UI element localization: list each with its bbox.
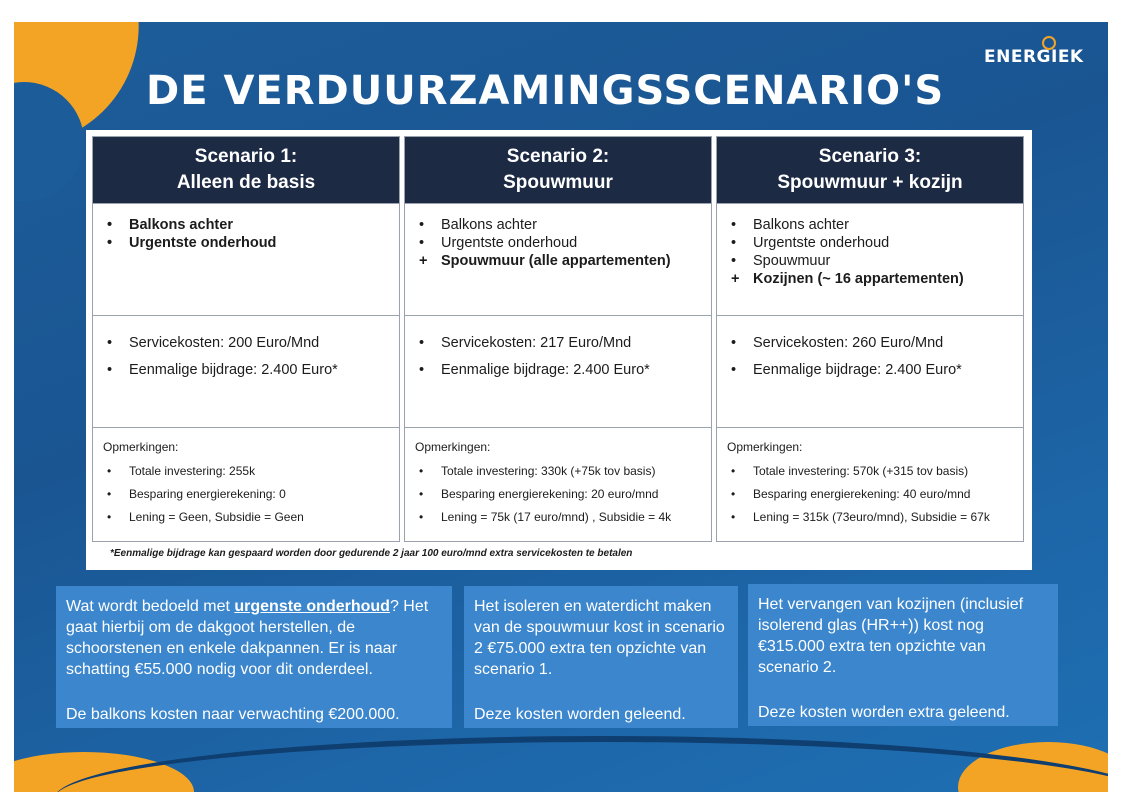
info-paragraph	[66, 596, 442, 680]
list-item	[727, 357, 1013, 384]
bullet-marker: •	[419, 362, 425, 378]
scenario-table	[86, 130, 1032, 570]
list-item	[727, 234, 1013, 252]
bullet-marker: •	[731, 510, 736, 524]
list-item	[415, 330, 701, 357]
cost-text: Eenmalige bijdrage: 2.400 Euro*	[441, 362, 650, 378]
brand-logo: ENERGIEK	[984, 47, 1084, 67]
remark-text: Totale investering: 570k (+315 tov basis)	[753, 464, 969, 478]
list-item	[727, 460, 1013, 483]
remarks-label: Opmerkingen:	[103, 440, 179, 454]
urgent-maintenance-highlight: urgenste onderhoud	[234, 598, 390, 615]
remark-text: Besparing energierekening: 20 euro/mnd	[441, 487, 659, 501]
item-text: Urgentste onderhoud	[753, 235, 890, 251]
bullet-marker: •	[419, 335, 425, 351]
item-text: Balkons achter	[753, 217, 849, 233]
bullet-marker: •	[107, 362, 113, 378]
item-text: Spouwmuur (alle appartementen)	[441, 253, 671, 269]
bullet-marker: •	[731, 335, 737, 351]
scenario-number: Scenario 3:	[818, 146, 922, 167]
remarks-label: Opmerkingen:	[727, 440, 803, 454]
scenario-remarks	[405, 427, 711, 539]
info-paragraph: De balkons kosten naar verwachting €200.000.	[66, 706, 400, 723]
scenario-header	[405, 137, 711, 203]
list-item	[103, 216, 389, 234]
cost-text: Eenmalige bijdrage: 2.400 Euro*	[129, 362, 338, 378]
bullet-marker: •	[107, 487, 112, 501]
list-item	[415, 357, 701, 384]
bullet-marker: •	[731, 464, 736, 478]
cost-text: Servicekosten: 217 Euro/Mnd	[441, 335, 632, 351]
scenario-remarks	[93, 427, 399, 539]
list-item	[103, 234, 389, 252]
list-item	[727, 506, 1013, 529]
cost-text: Servicekosten: 260 Euro/Mnd	[753, 335, 944, 351]
info-paragraph: Deze kosten worden geleend.	[474, 706, 686, 723]
scenario-name: Spouwmuur	[503, 172, 613, 193]
list-item	[415, 483, 701, 506]
list-item	[415, 234, 701, 252]
item-text: Balkons achter	[129, 217, 233, 233]
info-paragraph: Deze kosten worden extra geleend.	[758, 704, 1010, 721]
bullet-marker: •	[731, 235, 737, 251]
cost-text: Eenmalige bijdrage: 2.400 Euro*	[753, 362, 962, 378]
bullet-marker: •	[107, 464, 112, 478]
spacer	[758, 678, 1048, 702]
item-text: Kozijnen (~ 16 appartementen)	[753, 271, 964, 287]
remark-text: Lening = Geen, Subsidie = Geen	[129, 510, 304, 524]
scenario-number: Scenario 1:	[194, 146, 298, 167]
scenario-items	[405, 203, 711, 315]
bullet-marker: •	[731, 487, 736, 501]
scenario-header	[717, 137, 1023, 203]
scenario-costs	[405, 315, 711, 427]
item-text: Spouwmuur	[753, 253, 831, 269]
scenario-costs	[93, 315, 399, 427]
info-text: ? Het gaat hierbij om de dakgoot herstellen, de schoorstenen en enkele dakpannen. Er is naar schatting €55.000 nodig voor dit onderdeel.	[66, 598, 429, 678]
footnote: *Eenmalige bijdrage kan gespaard worden door gedurende 2 jaar 100 euro/mnd extra servicekosten te betalen	[110, 548, 633, 559]
list-item	[103, 460, 389, 483]
remarks-label: Opmerkingen:	[415, 440, 491, 454]
list-item	[727, 270, 1013, 288]
item-text: Balkons achter	[441, 217, 537, 233]
bullet-marker: •	[419, 487, 424, 501]
info-paragraph: Het isoleren en waterdicht maken van de spouwmuur kost in scenario 2 €75.000 extra ten opzichte van scenario 1.	[474, 598, 725, 678]
bullet-marker: •	[107, 217, 113, 233]
item-text: Urgentste onderhoud	[129, 235, 277, 251]
bullet-marker: •	[731, 217, 737, 233]
scenario-items	[93, 203, 399, 315]
remark-text: Totale investering: 330k (+75k tov basis)	[441, 464, 656, 478]
scenario-remarks	[717, 427, 1023, 539]
list-item	[103, 506, 389, 529]
list-item	[727, 252, 1013, 270]
scenario-items	[717, 203, 1023, 315]
scenario-column-3	[716, 136, 1024, 542]
spacer	[66, 680, 442, 704]
info-box-3	[748, 584, 1058, 726]
remark-text: Besparing energierekening: 0	[129, 487, 286, 501]
info-paragraph: Het vervangen van kozijnen (inclusief isolerend glas (HR++)) kost nog €315.000 extra ten opzichte van scenario 2.	[758, 596, 1024, 676]
info-box-2	[464, 586, 738, 728]
list-item	[727, 216, 1013, 234]
info-box-1	[56, 586, 452, 728]
bullet-marker: •	[419, 235, 425, 251]
bullet-marker: •	[731, 253, 737, 269]
scenario-name: Alleen de basis	[176, 172, 316, 193]
list-item	[727, 483, 1013, 506]
list-item	[103, 330, 389, 357]
item-text: Urgentste onderhoud	[441, 235, 578, 251]
scenario-name: Spouwmuur + kozijn	[777, 172, 963, 193]
list-item	[415, 506, 701, 529]
list-item	[103, 483, 389, 506]
info-text: Wat wordt bedoeld met	[66, 598, 235, 615]
list-item	[415, 252, 701, 270]
bullet-marker: •	[419, 464, 424, 478]
bullet-marker: •	[731, 362, 737, 378]
bullet-marker: •	[419, 510, 424, 524]
spacer	[474, 680, 728, 704]
scenario-column-1	[92, 136, 400, 542]
plus-marker: +	[731, 271, 740, 287]
list-item	[415, 216, 701, 234]
bullet-marker: •	[107, 235, 113, 251]
scenario-number: Scenario 2:	[506, 146, 610, 167]
list-item	[103, 357, 389, 384]
remark-text: Besparing energierekening: 40 euro/mnd	[753, 487, 971, 501]
scenario-header	[93, 137, 399, 203]
remark-text: Lening = 315k (73euro/mnd), Subsidie = 67k	[753, 510, 990, 524]
scenario-costs	[717, 315, 1023, 427]
plus-marker: +	[419, 253, 428, 269]
bullet-marker: •	[107, 510, 112, 524]
bullet-marker: •	[419, 217, 425, 233]
decorative-curve	[54, 736, 1108, 792]
list-item	[727, 330, 1013, 357]
bullet-marker: •	[107, 335, 113, 351]
remark-text: Lening = 75k (17 euro/mnd) , Subsidie = 4k	[441, 510, 672, 524]
remark-text: Totale investering: 255k	[129, 464, 256, 478]
page-title: DE VERDUURZAMINGSSCENARIO'S	[146, 68, 945, 114]
scenario-column-2	[404, 136, 712, 542]
cost-text: Servicekosten: 200 Euro/Mnd	[129, 335, 320, 351]
list-item	[415, 460, 701, 483]
